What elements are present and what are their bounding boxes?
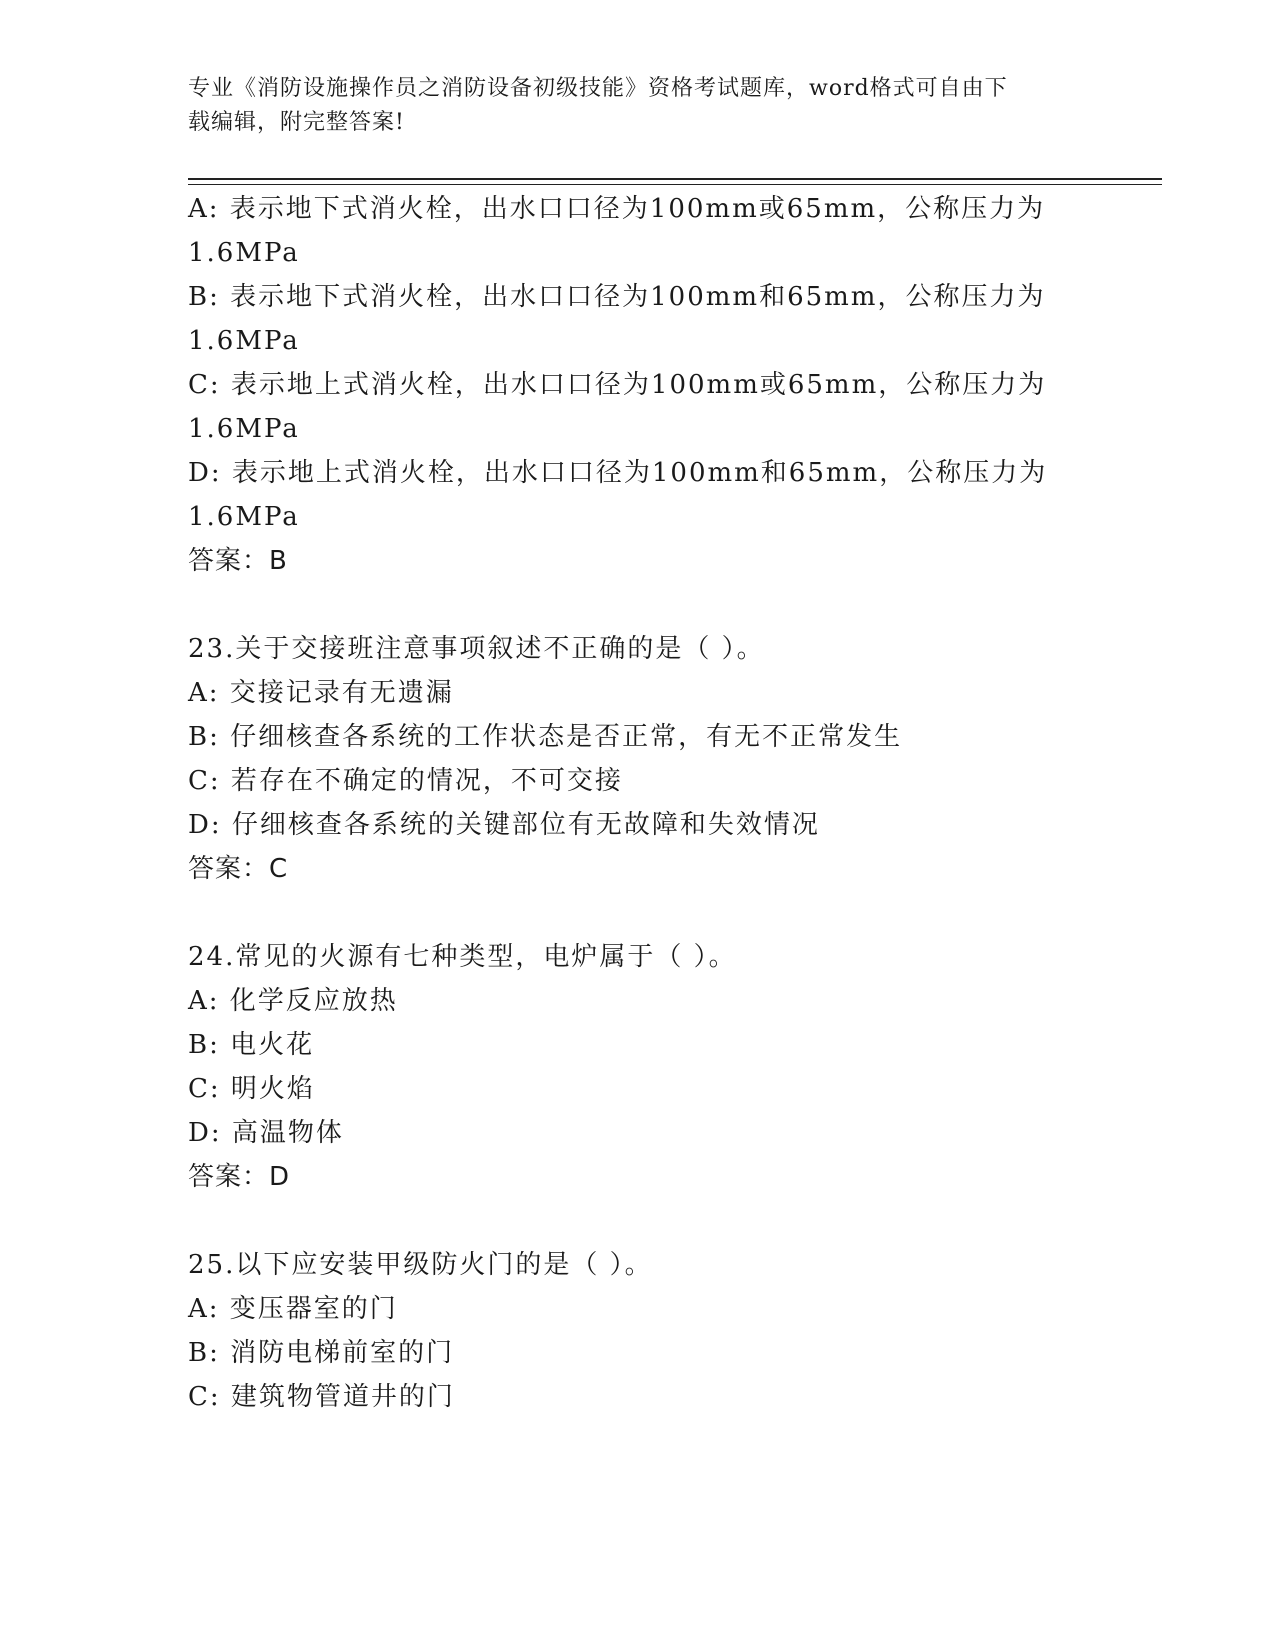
q25-option-a: A: 变压器室的门 — [188, 1294, 398, 1324]
q24-option-b: B: 电火花 — [188, 1030, 315, 1060]
q25-option-b: B: 消防电梯前室的门 — [188, 1338, 455, 1368]
header-line-1: 专业《消防设施操作员之消防设备初级技能》资格考试题库，word格式可自由下 — [188, 76, 1008, 101]
header-divider-bottom — [188, 184, 1162, 185]
q25-question: 25.以下应安装甲级防火门的是（ ）。 — [188, 1250, 653, 1280]
q23-option-c: C: 若存在不确定的情况，不可交接 — [188, 766, 623, 796]
q24-option-a: A: 化学反应放热 — [188, 986, 398, 1016]
q23-answer: 答案：C — [188, 854, 289, 884]
q22-option-a-line2: 1.6MPa — [188, 238, 300, 268]
q22-option-d-line2: 1.6MPa — [188, 502, 300, 532]
q23-option-a: A: 交接记录有无遗漏 — [188, 678, 454, 708]
q22-answer: 答案：B — [188, 546, 288, 576]
q24-question: 24.常见的火源有七种类型，电炉属于（ ）。 — [188, 942, 737, 972]
q22-option-c-line1: C: 表示地上式消火栓，出水口口径为100mm或65mm，公称压力为 — [188, 370, 1047, 400]
q22-option-b-line2: 1.6MPa — [188, 326, 300, 356]
q22-option-a-line1: A: 表示地下式消火栓，出水口口径为100mm或65mm，公称压力为 — [188, 194, 1046, 224]
q23-question: 23.关于交接班注意事项叙述不正确的是（ ）。 — [188, 634, 765, 664]
q24-option-c: C: 明火焰 — [188, 1074, 315, 1104]
q22-option-c-line2: 1.6MPa — [188, 414, 300, 444]
header-line-2: 载编辑，附完整答案! — [188, 110, 405, 135]
q24-answer: 答案：D — [188, 1162, 291, 1192]
header-divider-top — [188, 178, 1162, 180]
document-header — [188, 72, 1068, 140]
q22-option-d-line1: D: 表示地上式消火栓，出水口口径为100mm和65mm，公称压力为 — [188, 458, 1048, 488]
q23-option-b: B: 仔细核查各系统的工作状态是否正常，有无不正常发生 — [188, 722, 903, 752]
q22-option-b-line1: B: 表示地下式消火栓，出水口口径为100mm和65mm，公称压力为 — [188, 282, 1046, 312]
q24-option-d: D: 高温物体 — [188, 1118, 344, 1148]
q25-option-c: C: 建筑物管道井的门 — [188, 1382, 455, 1412]
q23-option-d: D: 仔细核查各系统的关键部位有无故障和失效情况 — [188, 810, 820, 840]
